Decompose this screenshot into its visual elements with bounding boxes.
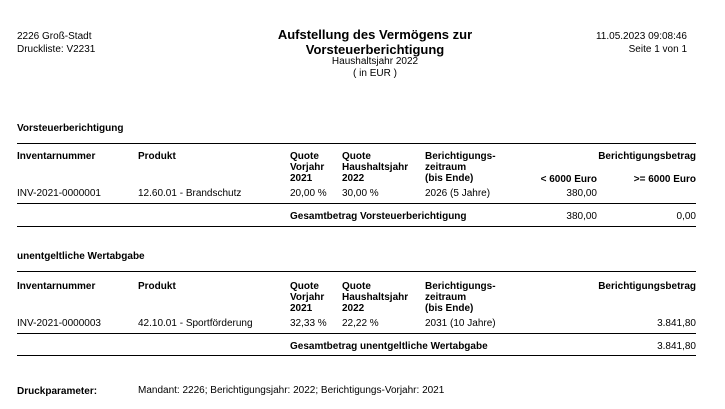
header-line: 2022 [342,173,365,184]
header-line: zeitraum [425,292,467,303]
col-header-ge6000: >= 6000 Euro [633,174,696,185]
header-line: (bis Ende) [425,303,474,314]
col-header-quote-haushalt [342,151,408,184]
row-quote-haushalt: 30,00 % [342,188,379,199]
col-header-inventar: Inventarnummer [17,281,96,292]
col-header-betrag: Berichtigungsbetrag [598,281,696,292]
print-params-label: Druckparameter: [17,386,98,397]
col-header-inventar: Inventarnummer [17,151,96,162]
header-line: 2021 [290,303,313,314]
header-line: Quote [290,151,319,162]
header-line: Berichtigungs- [425,151,496,162]
row-produkt: 12.60.01 - Brandschutz [138,188,242,199]
divider [17,355,696,356]
total-lt6000: 380,00 [566,211,597,222]
header-line: Haushaltsjahr [342,162,409,173]
header-line: Quote [342,151,371,162]
report-title-line2: Vorsteuerberichtigung [305,42,445,57]
divider [17,203,696,204]
page-number: Seite 1 von 1 [628,44,687,55]
col-header-quote-vorjahr [290,281,324,314]
section-title-wertabgabe: unentgeltliche Wertabgabe [17,251,145,262]
header-line: zeitraum [425,162,467,173]
divider [17,226,696,227]
total-ge6000: 0,00 [676,211,696,222]
header-line: Haushaltsjahr [342,292,409,303]
row-inventar: INV-2021-0000003 [17,318,101,329]
header-line: 2022 [342,303,365,314]
row-produkt: 42.10.01 - Sportförderung [138,318,253,329]
divider [17,333,696,334]
total-label-wertabgabe: Gesamtbetrag unentgeltliche Wertabgabe [290,341,488,352]
row-zeitraum: 2031 (10 Jahre) [425,318,496,329]
col-header-betrag: Berichtigungsbetrag [598,151,696,162]
header-line: Quote [290,281,319,292]
header-line: Quote [342,281,371,292]
row-zeitraum: 2026 (5 Jahre) [425,188,491,199]
row-inventar: INV-2021-0000001 [17,188,101,199]
row-quote-vorjahr: 32,33 % [290,318,327,329]
divider [17,143,696,144]
report-subtitle-currency: ( in EUR ) [353,68,397,79]
report-title-line1: Aufstellung des Vermögens zur [277,27,473,42]
col-header-produkt: Produkt [138,151,176,162]
header-line: 2021 [290,173,313,184]
print-params-value: Mandant: 2226; Berichtigungsjahr: 2022; Berichtigungs-Vorjahr: 2021 [138,385,445,396]
row-quote-haushalt: 22,22 % [342,318,379,329]
header-line: Vorjahr [290,292,325,303]
row-quote-vorjahr: 20,00 % [290,188,327,199]
row-betrag: 3.841,80 [657,318,696,329]
total-betrag: 3.841,80 [657,341,696,352]
print-datetime: 11.05.2023 09:08:46 [595,31,687,42]
divider [17,271,696,272]
col-header-quote-haushalt [342,281,408,314]
municipality-label: 2226 Groß-Stadt [17,31,92,42]
total-label-vorsteuer: Gesamtbetrag Vorsteuerberichtigung [290,211,467,222]
report-subtitle-year: Haushaltsjahr 2022 [331,56,419,67]
header-line: (bis Ende) [425,173,474,184]
section-title-vorsteuer: Vorsteuerberichtigung [17,123,124,134]
col-header-quote-vorjahr [290,151,324,184]
col-header-produkt: Produkt [138,281,176,292]
row-lt6000: 380,00 [566,188,597,199]
col-header-zeitraum [425,281,496,314]
col-header-zeitraum [425,151,496,184]
print-list-label: Druckliste: V2231 [17,44,96,55]
col-header-lt6000: < 6000 Euro [540,174,597,185]
header-line: Vorjahr [290,162,325,173]
header-line: Berichtigungs- [425,281,496,292]
